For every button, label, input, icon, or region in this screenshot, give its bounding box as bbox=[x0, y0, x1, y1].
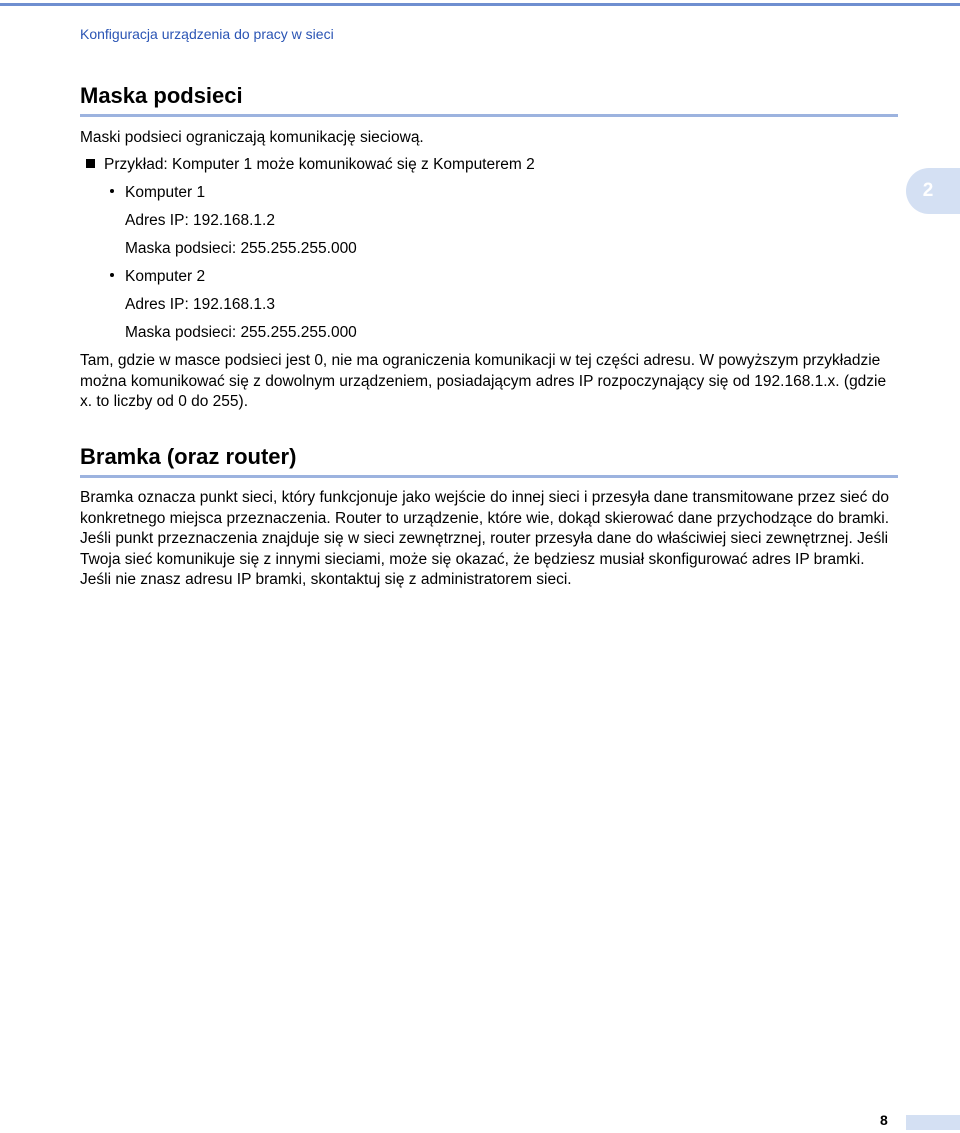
square-bullet-icon bbox=[86, 159, 95, 168]
example-text: Przykład: Komputer 1 może komunikować się z Komputerem 2 bbox=[104, 156, 535, 173]
computer2-mask: Maska podsieci: 255.255.255.000 bbox=[125, 324, 357, 341]
page-number: 8 bbox=[880, 1112, 888, 1128]
top-rule bbox=[0, 3, 960, 6]
dot-bullet-icon bbox=[110, 189, 114, 193]
subnet-intro: Maski podsieci ograniczają komunikację sieciową. bbox=[80, 129, 424, 146]
footer-bar bbox=[906, 1115, 960, 1130]
subnet-title: Maska podsieci bbox=[80, 83, 243, 108]
computer1-mask: Maska podsieci: 255.255.255.000 bbox=[125, 240, 357, 257]
section-rule bbox=[80, 114, 898, 117]
subnet-explanation-block bbox=[80, 351, 898, 413]
computer2-name: Komputer 2 bbox=[125, 268, 206, 285]
computer1-item bbox=[110, 183, 205, 203]
gateway-title: Bramka (oraz router) bbox=[80, 444, 297, 469]
running-header: Konfiguracja urządzenia do pracy w sieci bbox=[80, 26, 334, 42]
subnet-section-header bbox=[80, 82, 898, 117]
subnet-explanation: Tam, gdzie w masce podsieci jest 0, nie ma ograniczenia komunikacji w tej części adresu. W powyższym przykładzie można komunikować się z dowolnym urządzeniem, posiadającym adres IP rozpoczynający się od 192.168.1.x. (gdzie x. to liczby od 0 do 255). bbox=[80, 352, 887, 410]
computer1-ip: Adres IP: 192.168.1.2 bbox=[125, 212, 275, 229]
gateway-body-block bbox=[80, 488, 898, 591]
chapter-tab bbox=[906, 168, 960, 214]
computer2-ip: Adres IP: 192.168.1.3 bbox=[125, 296, 275, 313]
example-item bbox=[86, 155, 535, 175]
gateway-section-header bbox=[80, 443, 898, 478]
dot-bullet-icon bbox=[110, 273, 114, 277]
chapter-number: 2 bbox=[922, 180, 934, 201]
computer1-name: Komputer 1 bbox=[125, 184, 206, 201]
section-rule bbox=[80, 475, 898, 478]
gateway-body: Bramka oznacza punkt sieci, który funkcjonuje jako wejście do innej sieci i przesyła dane transmitowane przez sieć do konkretnego miejsca przeznaczenia. Router to urządzenie, które wie, dokąd skierować dane przychodzące do bramki. Jeśli punkt przeznaczenia znajduje się w sieci zewnętrznej, router przesyła dane do właściwiej sieci zewnętrznej. Jeśli Twoja sieć komunikuje się z innymi sieciami, może się okazać, że będziesz musiał skonfigurować adres IP bramki. Jeśli nie znasz adresu IP bramki, skontaktuj się z administratorem sieci. bbox=[80, 489, 890, 588]
computer2-item bbox=[110, 267, 205, 287]
